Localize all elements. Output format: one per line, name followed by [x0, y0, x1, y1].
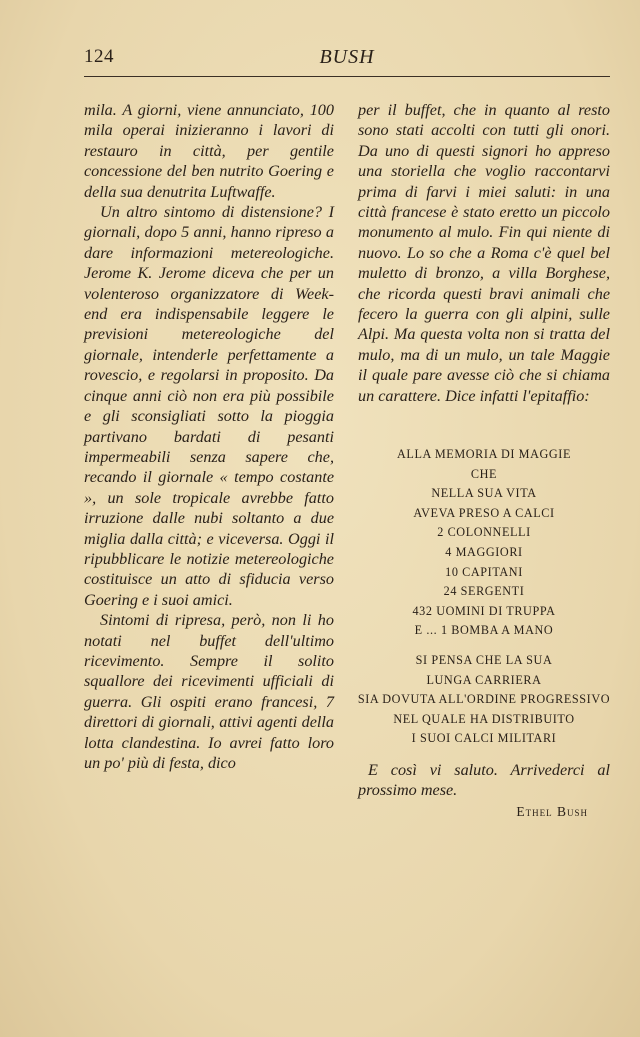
paragraph: mila. A giorni, viene annunciato, 100 mila operai inizieranno i lavori di restauro in città, per gentile concessione del ben nutrito Goering e della sua denutrita Luftwaffe. [84, 101, 334, 201]
epitaph-line: 10 CAPITANI [445, 564, 523, 579]
right-column [358, 100, 610, 406]
paragraph: per il buffet, che in quanto al resto sono stati accolti con tutti gli onori. Da uno di questi signori ho appreso una storiella che voglio raccontarvi prima di farvi i miei saluti: in una città francese è stato eretto un piccolo monumento al mulo. Fin qui niente di nuovo. Lo so che a Roma c'è quel bel muletto di bronzo, a villa Borghese, che ricorda questi bravi animali che fecero la guerra con gli alpini, sulle Alpi. Ma questa volta non si tratta del mulo, ma di un mulo, un tale Maggie il quale pare avesse ciò che si chiama un carattere. Dice infatti l'epitaffio: [358, 101, 610, 405]
running-title: BUSH [319, 46, 375, 68]
epitaph-line: I SUOI CALCI MILITARI [411, 731, 557, 746]
epitaph-line: E ... 1 BOMBA A MANO [414, 623, 554, 638]
epitaph [342, 445, 626, 749]
author-signature: Ethel Bush [516, 804, 588, 819]
epitaph-line: CHE [470, 466, 498, 481]
paragraph: Sintomi di ripresa, però, non li ho notati nel buffet dell'ultimo ricevimento. Sempre il solito squallore dei ricevimenti ufficiali di guerra. Gli ospiti erano francesi, 7 direttori di giornali, attivi agenti della lotta clandestina. Io avrei fatto loro un po' più di festa, dico [84, 611, 334, 772]
epitaph-line: ALLA MEMORIA DI MAGGIE [397, 447, 571, 461]
epitaph-line: 24 SERGENTI [443, 584, 525, 599]
paragraph: Un altro sintomo di distensione? I giornali, dopo 5 anni, hanno ripreso a dare informazioni metereologiche. Jerome K. Jerome diceva che per un volenteroso organizzatore di Week-end era indispensabile leggere le previsioni metereologiche del giornale, intenderle perfettamente a rovescio, e regolarsi in proposito. Da cinque anni ciò non era più possibile e gli sconsigliati sotto la pioggia partivano bardati di pesanti impermeabili senza sapere che, recando il giornale « tempo costante », un sole tropicale avrebbe fatto irruzione dalle nubi soltanto a due miglia dalla città; e viceversa. Oggi il ripubblicare le notizie metereologiche costituisce un atto di sfiducia verso Goering e i suoi amici. [84, 203, 334, 609]
epitaph-line: 432 UOMINI DI TRUPPA [412, 603, 556, 618]
epitaph-line: LUNGA CARRIERA [426, 672, 542, 687]
stanza-gap [342, 641, 626, 651]
epitaph-line: AVEVA PRESO A CALCI [413, 505, 555, 520]
epitaph-line: NELLA SUA VITA [431, 486, 537, 501]
epitaph-line: NEL QUALE HA DISTRIBUITO [393, 711, 575, 726]
page-number: 124 [84, 46, 114, 67]
left-column [84, 100, 334, 773]
closing-paragraph: E così vi saluto. Arrivederci al prossimo mese. [358, 761, 610, 800]
page-header [84, 44, 610, 77]
epitaph-line: 4 MAGGIORI [445, 544, 523, 559]
epitaph-line: SI PENSA CHE LA SUA [415, 652, 553, 667]
epitaph-line: SIA DOVUTA ALL'ORDINE PROGRESSIVO [357, 692, 611, 707]
epitaph-line: 2 COLONNELLI [437, 525, 531, 540]
